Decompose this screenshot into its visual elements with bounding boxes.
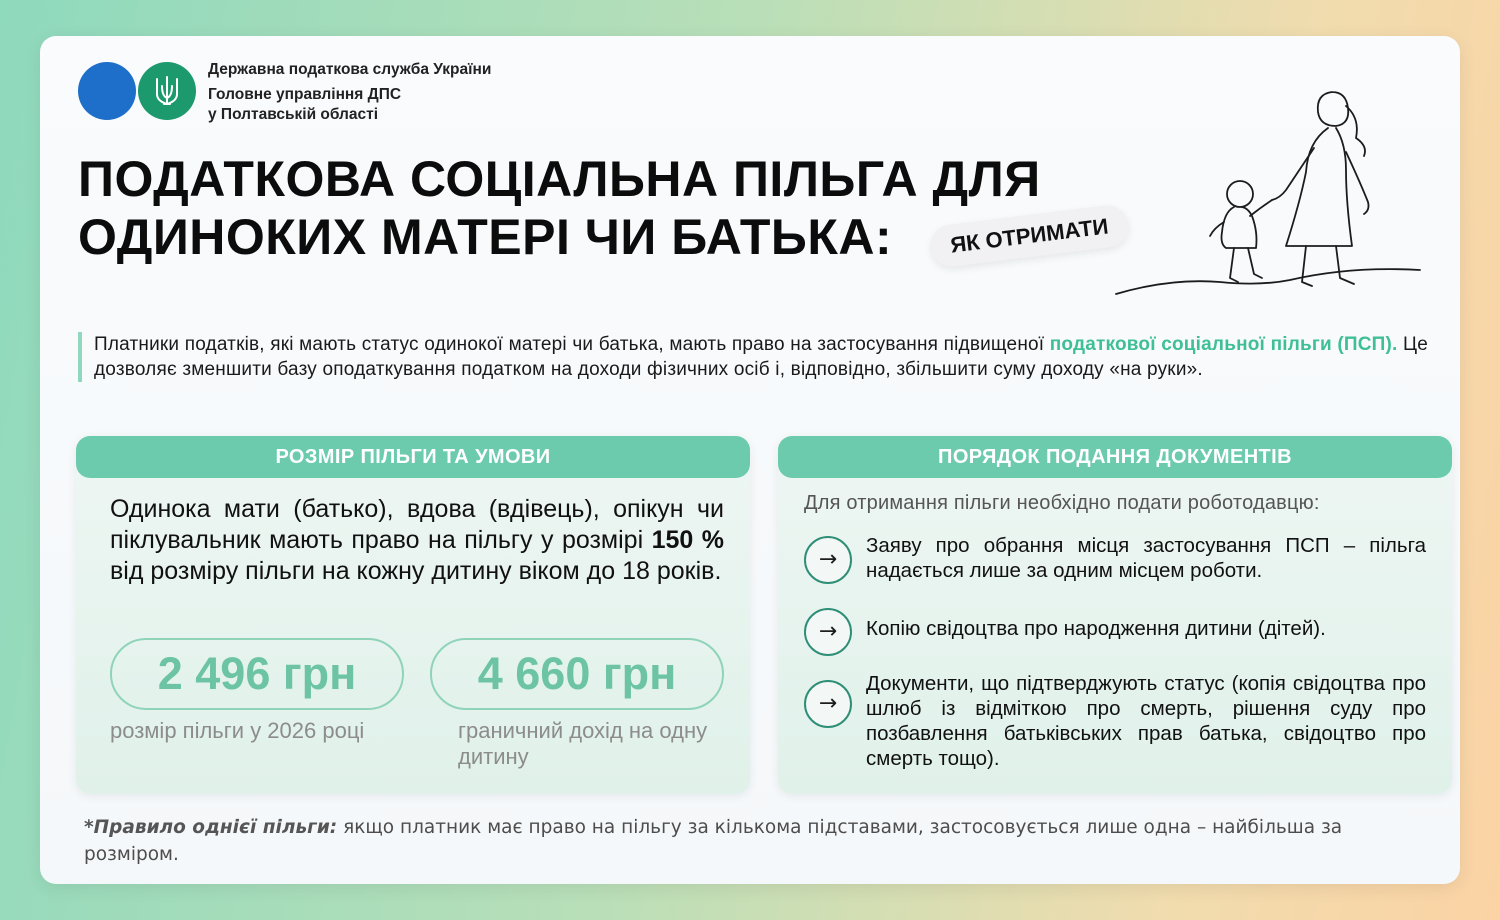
mother-child-line-art-icon [1110,82,1430,308]
documents-procedure-header: ПОРЯДОК ПОДАННЯ ДОКУМЕНТІВ [778,436,1452,478]
organization-name [208,60,491,125]
org-line-3: у Полтавській області [208,106,379,123]
benefit-size-panel [76,436,750,794]
page-title [78,150,1041,266]
conditions-percent: 150 % [651,526,724,554]
arrow-right-icon: → [804,680,852,728]
conditions-text-after: від розміру пільги на кожну дитину віком до 18 років. [110,557,722,585]
documents-procedure-panel [778,436,1452,794]
intro-text-after: Це дозволяє зменшити базу оподаткування податком на доходи фізичних осіб і, відповідно, збільшити суму доходу «на руки». [94,334,1429,380]
footnote-label: *Правило однієї пільги: [84,817,338,838]
how-to-get-pill: ЯК ОТРИМАТИ [928,203,1130,269]
org-line-2: Головне управління ДПС [208,86,402,103]
document-step-1-text: Заяву про обрання місця застосування ПСП – пільга надається лише за одним місцем роботи. [866,534,1426,582]
benefit-conditions-text [110,494,724,587]
intro-paragraph [78,332,1460,382]
benefit-amount-caption: розмір пільги у 2026 році [110,718,365,743]
document-step-2-text: Копію свідоцтва про народження дитини (дітей). [866,617,1326,640]
trident-emblem-icon [138,62,196,120]
arrow-right-icon: → [804,536,852,584]
documents-subtitle: Для отримання пільги необхідно подати роботодавцю: [804,492,1320,514]
benefit-amount-badge: 2 496 грн [110,638,404,710]
benefit-size-header: РОЗМІР ПІЛЬГИ ТА УМОВИ [76,436,750,478]
income-limit-badge: 4 660 грн [430,638,724,710]
income-limit-caption: граничний дохід на одну дитину [458,718,708,769]
dps-logo-blue-circle [78,62,136,120]
intro-highlight-psp: податкової соціальної пільги (ПСП). [1049,334,1398,355]
footnote-text: якщо платник має право на пільгу за кількома підставами, застосовується лише одна – найбільша за розміром. [84,817,1343,865]
org-line-1: Державна податкова служба України [208,61,492,78]
footnote [84,814,1434,868]
title-line-2: ОДИНОКИХ МАТЕРІ ЧИ БАТЬКА: [78,209,893,265]
title-line-1: ПОДАТКОВА СОЦІАЛЬНА ПІЛЬГА ДЛЯ [78,151,1041,207]
conditions-text-before: Одинока мати (батько), вдова (вдівець), опікун чи піклувальник мають право на пільгу у розмірі [110,495,724,554]
intro-text-before: Платники податків, які мають статус одинокої матері чи батька, мають право на застосування підвищеної [94,334,1050,355]
document-step-3-text: Документи, що підтверджують статус (копія свідоцтва про шлюб із відміткою про смерть, рішення суду про позбавлення батьківських прав батька, свідоцтво про смерть тощо). [866,672,1426,770]
arrow-right-icon: → [804,608,852,656]
